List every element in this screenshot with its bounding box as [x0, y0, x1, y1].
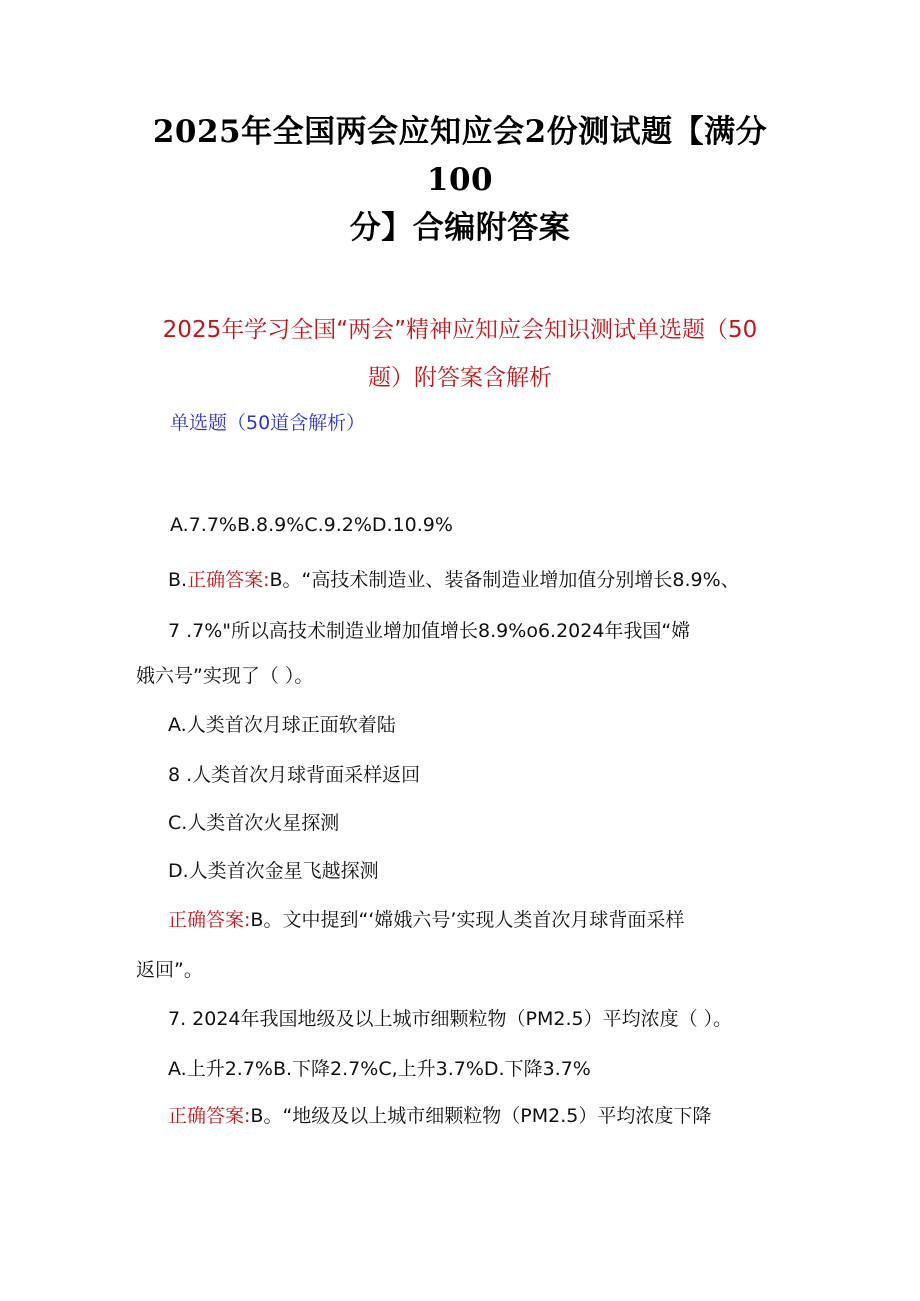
q5-answer-line-1: [168, 565, 740, 592]
q5-answer-line-3: 娥六号”实现了（ ）。: [136, 665, 314, 687]
q6-option-c: C.人类首次火星探测: [168, 812, 340, 834]
document-title: [120, 108, 800, 252]
q6-option-a: A.人类首次月球正面软着陆: [168, 714, 396, 736]
q7-answer-text: B。“地级及以上城市细颗粒物（PM2.5）平均浓度下降: [250, 1105, 712, 1127]
section-title-line-2: 题）附答案含解析: [368, 365, 552, 391]
q7-answer-label: 正确答案:: [168, 1105, 251, 1127]
q6-option-d: D.人类首次金星飞越探测: [168, 860, 379, 882]
q6-answer-line-1: [168, 905, 684, 932]
q5-answer-label: 正确答案:: [187, 569, 270, 591]
q6-answer-text: B。文中提到“‘嫦娥六号’实现人类首次月球背面采样: [250, 909, 685, 931]
q5-answer-text: B。“高技术制造业、装备制造业增加值分别增长8.9%、: [269, 569, 740, 591]
document-title-line-1: 2025年全国两会应知应会2份测试题【满分100: [152, 114, 768, 198]
q6-answer-label: 正确答案:: [168, 909, 251, 931]
q5-answer-line-2: 7 .7%"所以高技术制造业增加值增长8.9%o6.2024年我国“嫦: [168, 620, 691, 642]
q6-option-b: 8 .人类首次月球背面采样返回: [168, 764, 421, 786]
q5-options: A.7.7%B.8.9%C.9.2%D.10.9%: [170, 514, 453, 536]
subsection-heading: 单选题（50道含解析）: [170, 412, 366, 434]
q5-answer-prefix: B.: [168, 569, 188, 591]
section-title: [120, 306, 800, 402]
section-title-line-1: 2025年学习全国“两会”精神应知应会知识测试单选题（50: [162, 317, 758, 343]
q7-options: A.上升2.7%B.下降2.7%C,上升3.7%D.下降3.7%: [168, 1058, 591, 1080]
q7-question: 7. 2024年我国地级及以上城市细颗粒物（PM2.5）平均浓度（ ）。: [168, 1008, 733, 1030]
q7-answer-line-1: [168, 1101, 711, 1128]
document-title-line-2: 分】合编附答案: [349, 210, 571, 246]
q6-answer-line-2: 返回”。: [136, 959, 203, 981]
